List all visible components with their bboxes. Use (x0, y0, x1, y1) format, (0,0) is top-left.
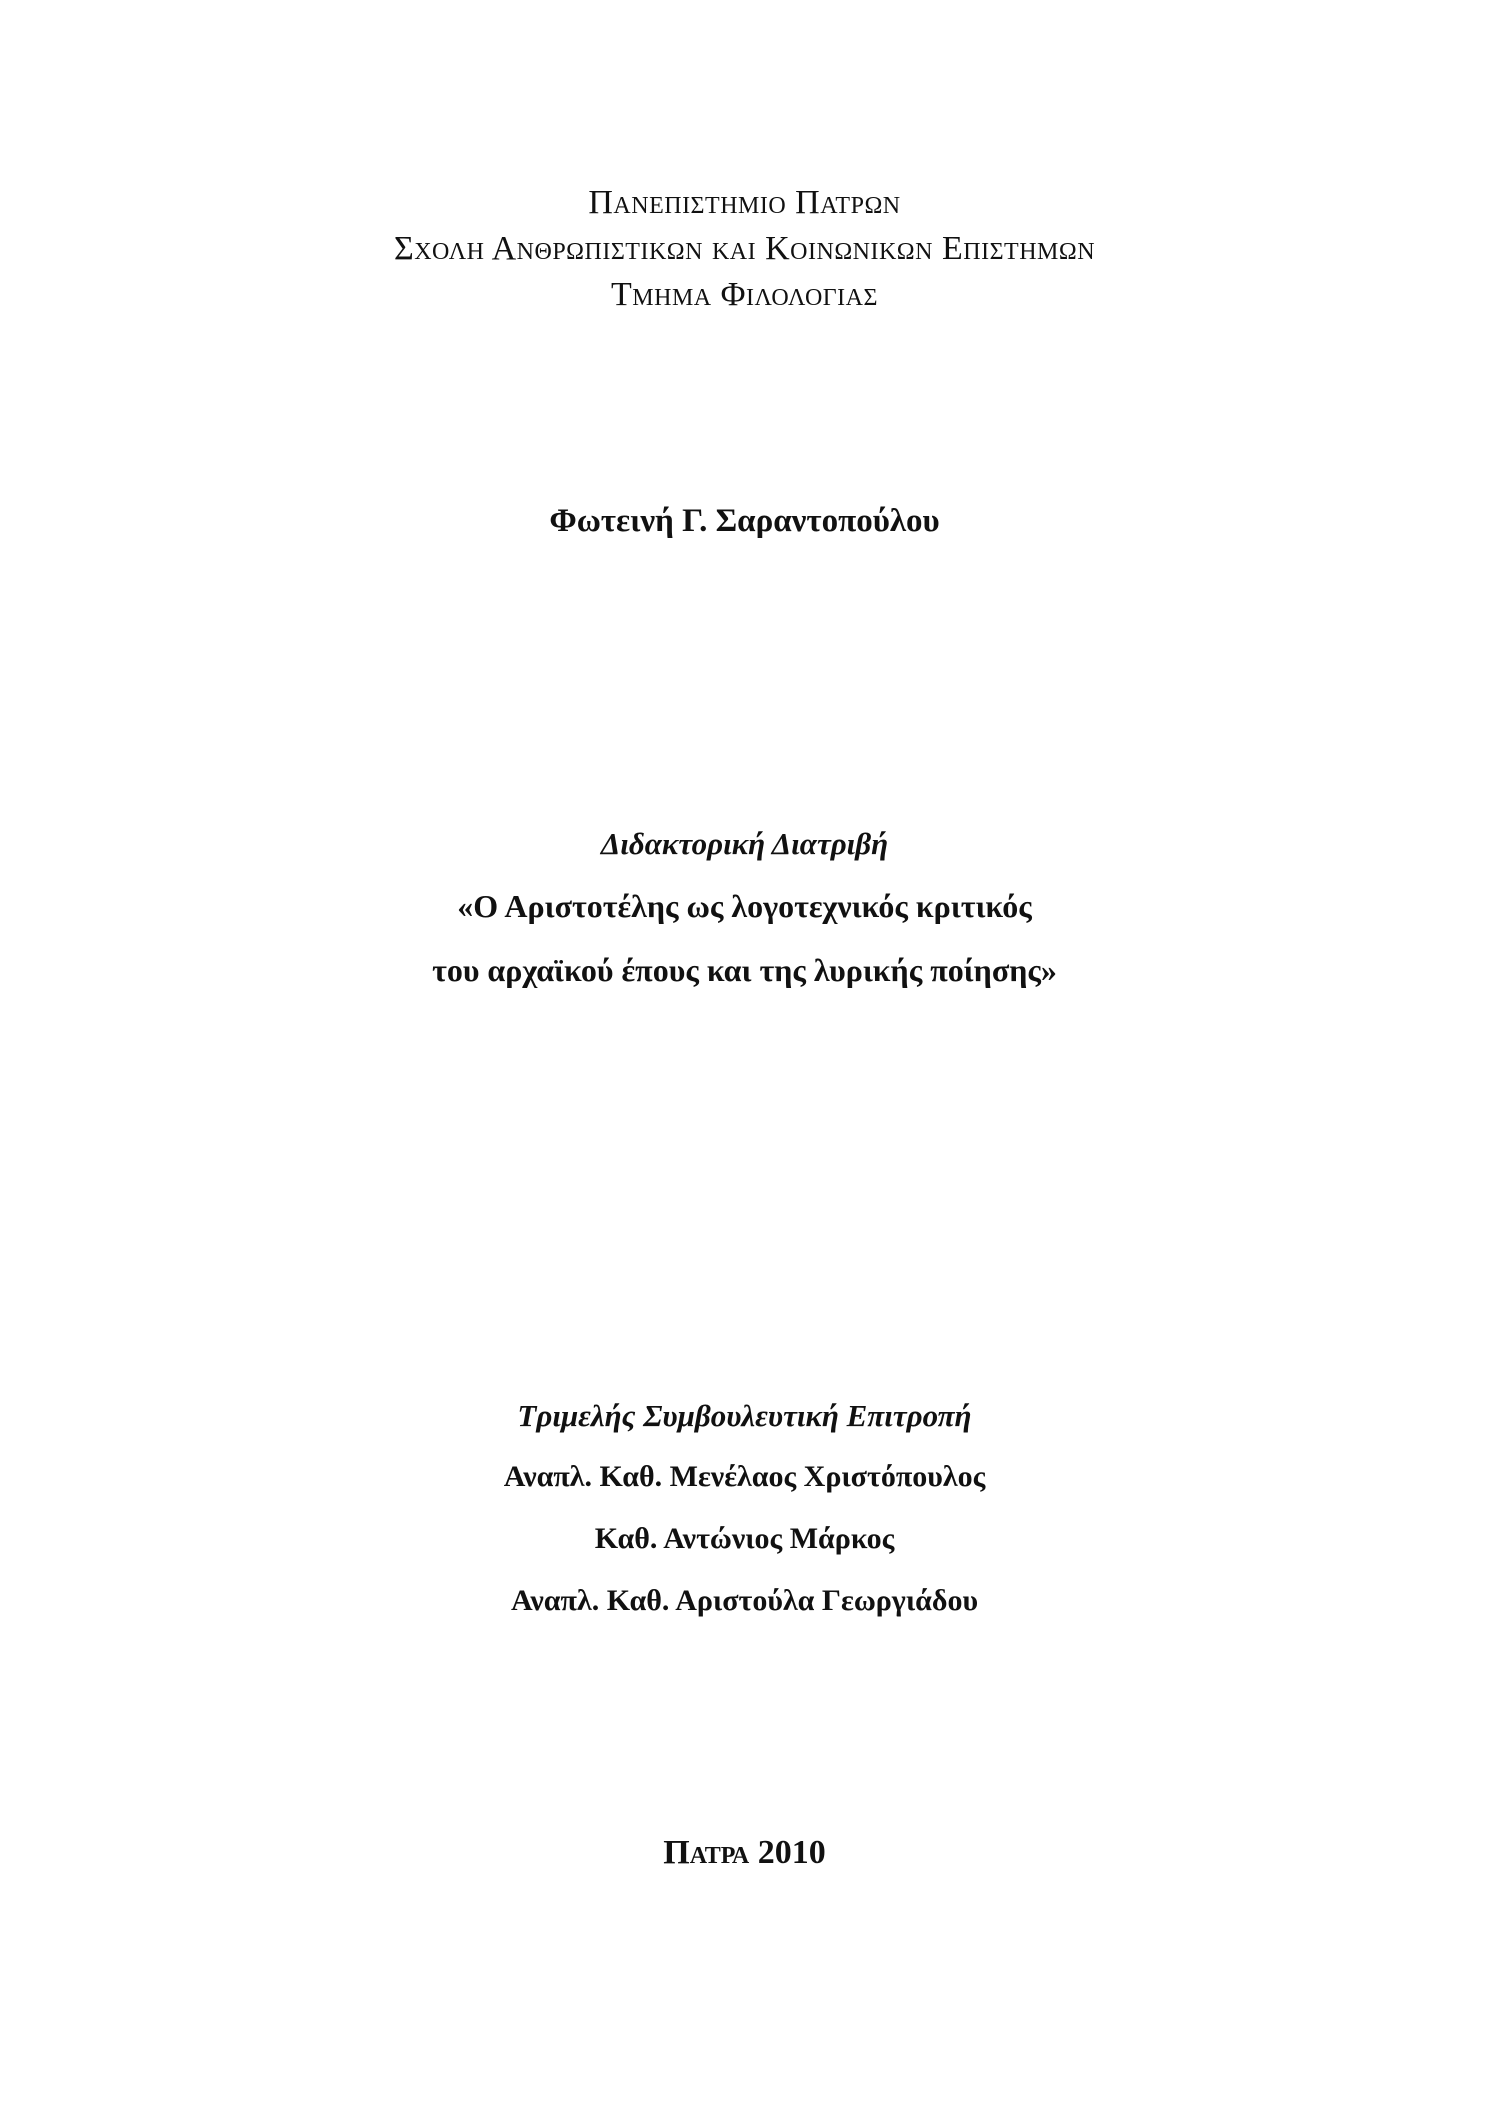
committee-member: Αναπλ. Καθ. Μενέλαος Χριστόπουλος (503, 1460, 986, 1493)
author-name: Φωτεινή Γ. Σαραντοπούλου (549, 503, 940, 539)
university-name: Πανεπιστημιο Πατρων (588, 184, 901, 221)
school-name: Σχολη Ανθρωπιστικων και Κοινωνικων Επιστημων (393, 230, 1096, 267)
committee-heading: Τριμελής Συμβουλευτική Επιτροπή (517, 1398, 972, 1433)
committee-member: Καθ. Αντώνιος Μάρκος (594, 1522, 895, 1555)
committee-member: Αναπλ. Καθ. Αριστούλα Γεωργιάδου (510, 1584, 979, 1617)
thesis-title-line-1: «Ο Αριστοτέλης ως λογοτεχνικός κριτικός (457, 888, 1032, 924)
thesis-type: Διδακτορική Διατριβή (600, 826, 889, 861)
department-name: Τμημα Φιλολογιας (611, 276, 878, 313)
thesis-title-line-2: του αρχαϊκού έπους και της λυρικής ποίησης» (432, 952, 1057, 988)
place-and-year: Πατρα 2010 (663, 1834, 826, 1871)
